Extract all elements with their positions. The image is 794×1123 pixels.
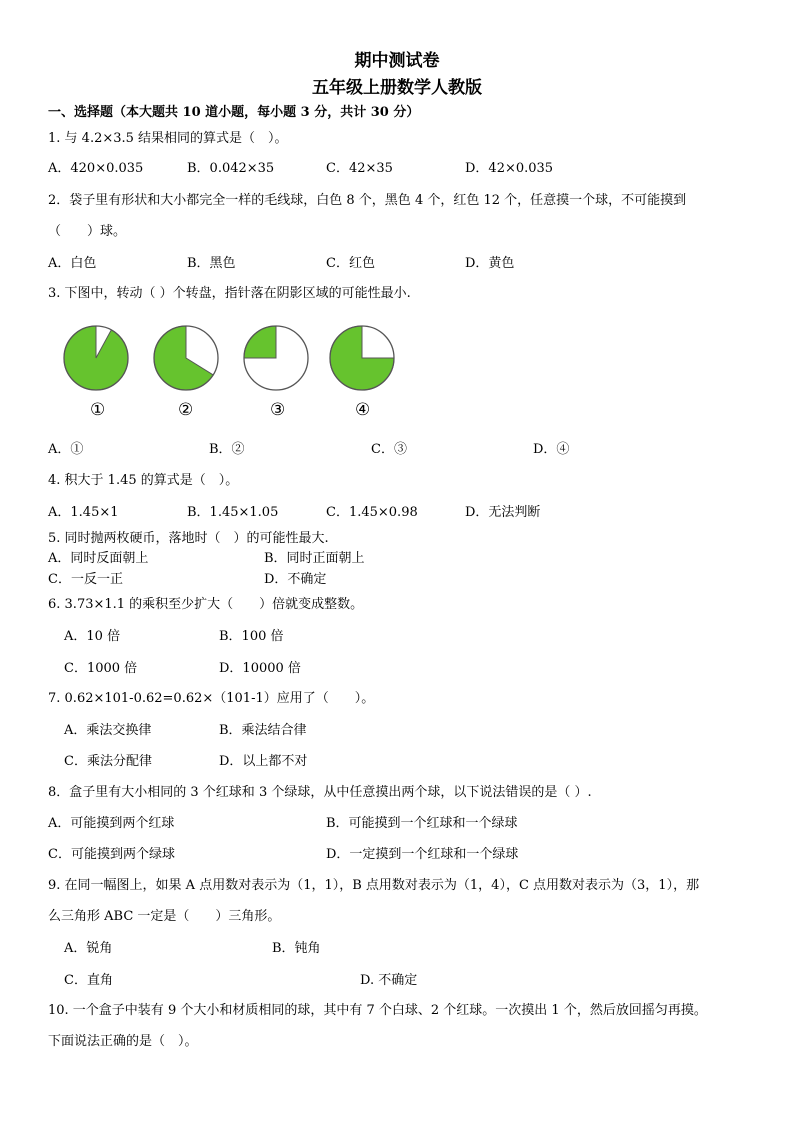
question-3-option-c: C．③	[371, 442, 407, 457]
spinner-2	[150, 322, 222, 394]
question-9-option-d: D. 不确定	[360, 973, 418, 988]
spinner-label-3: ③	[270, 400, 286, 420]
question-3-option-b: B．②	[209, 442, 245, 457]
question-2-option-b: B．黑色	[187, 256, 236, 271]
question-3-option-a: A．①	[48, 442, 84, 457]
question-8-option-a: A．可能摸到两个红球	[48, 816, 175, 831]
question-7-stem: 7. 0.62×101-0.62=0.62×（101-1）应用了（ ）。	[48, 691, 375, 706]
spinner-1	[60, 322, 132, 394]
question-6-option-c: C．1000 倍	[64, 661, 138, 676]
question-10-stem-line1: 10. 一个盒子中装有 9 个大小和材质相同的球，其中有 7 个白球、2 个红球。一次摸出 1 个，然后放回摇匀再摸。	[48, 1003, 707, 1018]
question-8-option-c: C．可能摸到两个绿球	[48, 847, 175, 862]
spinner-label-1: ①	[90, 400, 106, 420]
question-4-option-b: B．1.45×1.05	[187, 505, 279, 520]
question-7-option-c: C．乘法分配律	[64, 754, 152, 769]
question-2-stem-line1: 2．袋子里有形状和大小都完全一样的毛线球，白色 8 个，黑色 4 个，红色 12 个，任意摸一个球，不可能摸到	[48, 193, 687, 208]
question-9-stem-line1: 9. 在同一幅图上，如果 A 点用数对表示为（1，1），B 点用数对表示为（1，4），C 点用数对表示为（3，1），那	[48, 878, 700, 893]
question-1-option-c: C．42×35	[326, 161, 393, 176]
question-1-option-b: B．0.042×35	[187, 161, 275, 176]
question-5-stem: 5. 同时抛两枚硬币，落地时（ ）的可能性最大.	[48, 531, 329, 546]
question-3-option-d: D．④	[533, 442, 570, 457]
spinner-3	[240, 322, 312, 394]
question-2-option-c: C．红色	[326, 256, 375, 271]
question-6-option-a: A．10 倍	[64, 629, 121, 644]
question-6-stem: 6. 3.73×1.1 的乘积至少扩大（ ）倍就变成整数。	[48, 597, 364, 612]
question-3-stem: 3. 下图中，转动（ ）个转盘，指针落在阴影区域的可能性最小.	[48, 286, 411, 301]
question-7-option-d: D．以上都不对	[219, 754, 308, 769]
question-8-stem: 8．盒子里有大小相同的 3 个红球和 3 个绿球，从中任意摸出两个球，以下说法错误的是（ ）.	[48, 785, 592, 800]
question-7-option-b: B．乘法结合律	[219, 723, 307, 738]
question-5-option-b: B．同时正面朝上	[264, 551, 365, 566]
question-9-option-b: B．钝角	[272, 941, 321, 956]
question-2-option-d: D．黄色	[465, 256, 515, 271]
question-2-option-a: A．白色	[48, 256, 97, 271]
question-2-stem-line2: （ ）球。	[48, 224, 127, 239]
question-1-stem: 1. 与 4.2×3.5 结果相同的算式是（ ）。	[48, 131, 288, 146]
question-9-option-a: A．锐角	[64, 941, 113, 956]
page-subtitle: 五年级上册数学人教版	[312, 78, 482, 98]
question-1-option-a: A．420×0.035	[48, 161, 144, 176]
question-5-option-d: D．不确定	[264, 572, 327, 587]
question-10-stem-line2: 下面说法正确的是（ ）。	[48, 1034, 198, 1049]
spinner-4	[326, 322, 398, 394]
question-4-option-d: D．无法判断	[465, 505, 541, 520]
question-6-option-b: B．100 倍	[219, 629, 284, 644]
question-5-option-c: C．一反一正	[48, 572, 123, 587]
page-title: 期中测试卷	[354, 51, 440, 71]
question-1-option-d: D．42×0.035	[465, 161, 554, 176]
question-4-stem: 4. 积大于 1.45 的算式是（ ）。	[48, 473, 239, 488]
spinner-label-2: ②	[178, 400, 194, 420]
question-9-stem-line2: 么三角形 ABC 一定是（ ）三角形。	[48, 909, 281, 924]
section-heading: 一、选择题（本大题共 10 道小题，每小题 3 分，共计 30 分）	[48, 105, 420, 120]
question-5-option-a: A．同时反面朝上	[48, 551, 149, 566]
question-8-option-d: D．一定摸到一个红球和一个绿球	[326, 847, 519, 862]
question-4-option-a: A．1.45×1	[48, 505, 119, 520]
question-8-option-b: B．可能摸到一个红球和一个绿球	[326, 816, 518, 831]
question-4-option-c: C．1.45×0.98	[326, 505, 418, 520]
question-7-option-a: A．乘法交换律	[64, 723, 152, 738]
question-9-option-c: C．直角	[64, 973, 113, 988]
question-6-option-d: D．10000 倍	[219, 661, 301, 676]
spinner-label-4: ④	[355, 400, 371, 420]
